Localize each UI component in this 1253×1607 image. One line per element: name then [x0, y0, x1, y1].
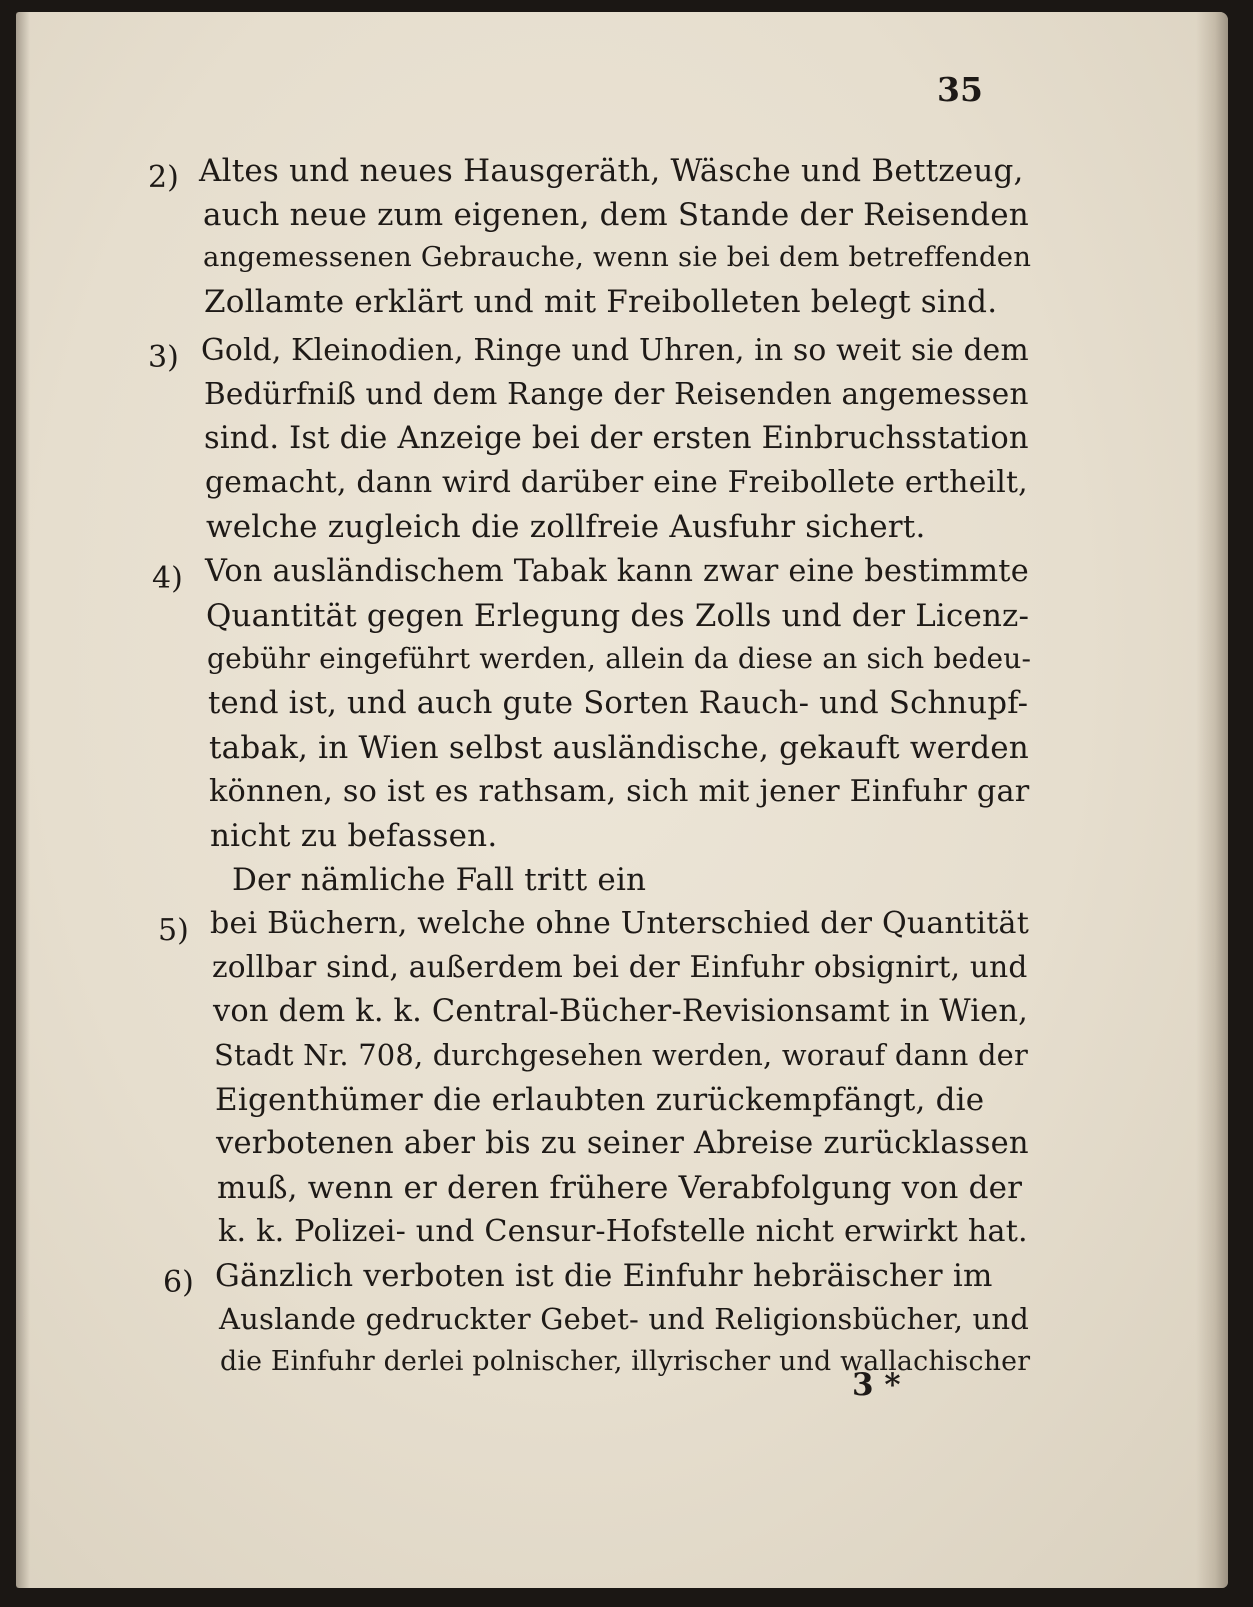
text-line: k. k. Polizei- und Censur-Hofstelle nicht erwirkt hat.	[218, 1214, 1028, 1249]
text-line: verbotenen aber bis zu seiner Abreise zurücklassen	[216, 1126, 1029, 1161]
text-line: zollbar sind, außerdem bei der Einfuhr obsignirt, und	[212, 950, 1028, 984]
text-line: welche zugleich die zollfreie Ausfuhr sichert.	[206, 509, 926, 545]
text-line: Gold, Kleinodien, Ringe und Uhren, in so weit sie dem	[201, 333, 1029, 368]
text-line: Auslande gedruckter Gebet- und Religionsbücher, und	[219, 1302, 1030, 1336]
text-line: Gänzlich verboten ist die Einfuhr hebräischer im	[215, 1258, 993, 1294]
text-line: von dem k. k. Central-Bücher-Revisionsamt in Wien,	[213, 994, 1028, 1029]
text-line: Stadt Nr. 708, durchgesehen werden, worauf dann der	[214, 1038, 1028, 1072]
text-line: sind. Ist die Anzeige bei der ersten Einbruchsstation	[204, 421, 1029, 456]
text-line: Zollamte erklärt und mit Freibolleten belegt sind.	[204, 284, 998, 320]
text-line: können, so ist es rathsam, sich mit jener Einfuhr gar	[209, 774, 1030, 809]
text-line: Altes und neues Hausgeräth, Wäsche und Bettzeug,	[199, 153, 1024, 189]
spine-shadow	[16, 12, 30, 1588]
signature-mark: 3 *	[852, 1367, 901, 1403]
text-line: muß, wenn er deren frühere Verabfolgung von der	[217, 1170, 1023, 1206]
item-number: 3)	[148, 340, 179, 375]
text-line: angemessenen Gebrauche, wenn sie bei dem betreffenden	[203, 241, 1032, 273]
text-line: tend ist, und auch gute Sorten Rauch- und Schnupf-	[208, 686, 1029, 721]
text-line: Bedürfniß und dem Range der Reisenden angemessen	[204, 377, 1029, 411]
item-number: 6)	[163, 1265, 194, 1300]
page-number: 35	[937, 70, 983, 109]
item-number: 2)	[148, 160, 179, 195]
item-number: 4)	[152, 561, 183, 596]
item-number: 5)	[158, 913, 189, 948]
text-line: tabak, in Wien selbst ausländische, gekauft werden	[209, 730, 1029, 766]
text-line: auch neue zum eigenen, dem Stande der Reisenden	[203, 197, 1029, 233]
text-line: Der nämliche Fall tritt ein	[232, 862, 647, 898]
text-line: gemacht, dann wird darüber eine Freibollete ertheilt,	[205, 465, 1028, 500]
text-line: Quantität gegen Erlegung des Zolls und der Licenz-	[206, 598, 1030, 634]
text-line: Von ausländischem Tabak kann zwar eine bestimmte	[205, 554, 1029, 589]
text-line: gebühr eingeführt werden, allein da diese an sich bedeu-	[207, 642, 1032, 675]
text-line: die Einfuhr derlei polnischer, illyrischer und wallachischer	[220, 1346, 1031, 1377]
text-line: Eigenthümer die erlaubten zurückempfängt, die	[215, 1082, 985, 1118]
text-line: nicht zu befassen.	[210, 818, 498, 854]
text-line: bei Büchern, welche ohne Unterschied der Quantität	[210, 906, 1029, 941]
page-edge-shadow	[1196, 12, 1228, 1588]
